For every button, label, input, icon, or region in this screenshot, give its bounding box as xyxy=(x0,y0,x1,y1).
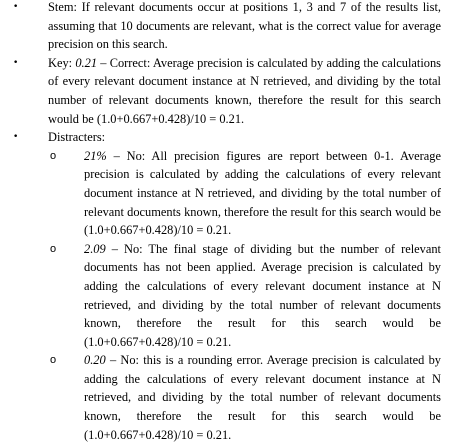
key-value: 0.21 xyxy=(75,55,98,70)
distracters-list xyxy=(0,147,449,444)
sub-bullet-marker: o xyxy=(50,149,57,162)
distracter-item xyxy=(0,147,449,240)
distracters-label: Distracters: xyxy=(48,130,106,145)
distracter-text: – No: this is a rounding error. Average precision is calculated by adding the calculations of every relevant document instance at N retrieved, and dividing by the total number of relevant documents known, therefore the result for this search would be (1.0+0.667+0.428)/10 = 0.21. xyxy=(84,353,441,442)
stem-item xyxy=(0,0,449,54)
distracter-item xyxy=(0,240,449,352)
distracter-item xyxy=(0,351,449,444)
sub-bullet-marker: o xyxy=(50,242,57,255)
bullet-marker: • xyxy=(13,57,19,68)
key-label: Key: xyxy=(48,55,73,70)
distracter-text: – No: The final stage of dividing but the number of relevant documents has not been applied. Average precision is calculated by adding the calculations of every relevant document instance at N retrieved, and dividing by the total number of relevant documents known, therefore the result for this search would be (1.0+0.667+0.428)/10 = 0.21. xyxy=(84,241,441,349)
distracter-value: 21% xyxy=(84,148,107,163)
distracter-value: 2.09 xyxy=(84,241,106,256)
distracter-value: 0.20 xyxy=(84,353,106,368)
sub-bullet-marker: o xyxy=(50,354,57,367)
key-item xyxy=(0,54,449,128)
distracter-text: – No: All precision figures are report between 0-1. Average precision is calculated by adding the calculations of every relevant document instance at N retrieved, and dividing by the total number of relevant documents known, therefore the result for this search would be (1.0+0.667+0.428)/10 = 0.21. xyxy=(84,148,441,238)
bullet-marker: • xyxy=(13,2,19,12)
bullet-marker: • xyxy=(13,132,19,143)
key-text: – Correct: Average precision is calculated by adding the calculations of every relevant document instance at N retrieved, and dividing by the total number of relevant documents known, therefore the result for this search would be (1.0+0.667+0.428)/10 = 0.21. xyxy=(48,55,441,126)
distracters-item xyxy=(0,128,449,147)
stem-label: Stem: xyxy=(48,0,77,14)
stem-text: If relevant documents occur at positions 1, 3 and 7 of the results list, assuming that 10 documents are relevant, what is the correct value for average precision on this search. xyxy=(48,0,441,52)
